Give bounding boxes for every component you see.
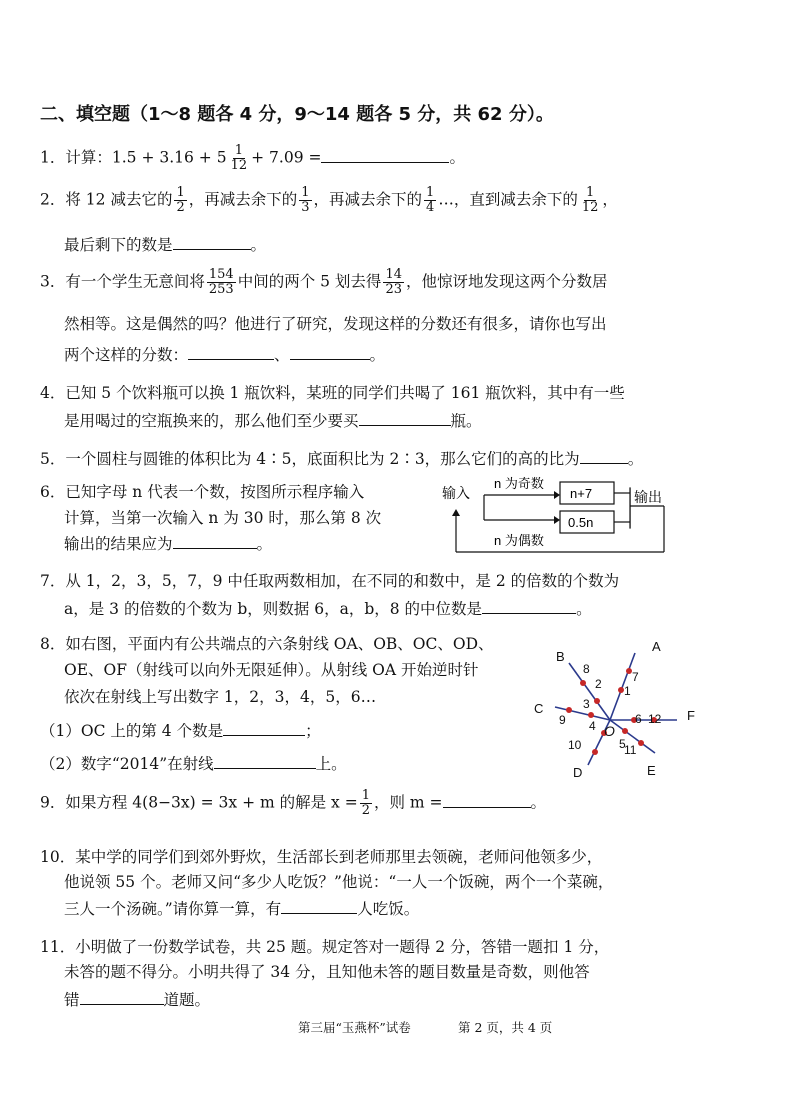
flow-odd-label: n 为奇数 bbox=[494, 476, 544, 491]
punctuation: 。 bbox=[530, 793, 547, 812]
question-number: 8． bbox=[40, 635, 66, 653]
question-number: 9． bbox=[40, 793, 66, 812]
q6-flowchart bbox=[412, 470, 672, 560]
q3-text: ，他惊讶地发现这两个分数居 bbox=[405, 272, 608, 291]
q2-text: ， bbox=[602, 190, 618, 209]
question-number: 1． bbox=[40, 148, 66, 167]
question-5 bbox=[40, 446, 643, 469]
fraction-denominator: 4 bbox=[426, 200, 435, 215]
footer-exam-title: 第三届“玉燕杯”试卷 bbox=[298, 1020, 411, 1035]
question-7 bbox=[40, 569, 619, 591]
question-number: 10． bbox=[40, 848, 76, 866]
question-6 bbox=[40, 480, 364, 502]
ray-OA bbox=[610, 653, 635, 720]
question-number: 2． bbox=[40, 190, 66, 209]
q11-text: 错 bbox=[64, 991, 80, 1009]
question-11-line-3 bbox=[64, 987, 210, 1010]
fraction-numerator: 154 bbox=[208, 267, 234, 282]
q6-text: 输出的结果应为 bbox=[64, 535, 173, 553]
ray-label-F: F bbox=[687, 708, 695, 723]
answer-blank-q8-2[interactable] bbox=[214, 751, 316, 769]
fraction-denominator: 3 bbox=[301, 200, 310, 215]
arrow-head bbox=[554, 491, 560, 499]
question-6-line-2: 计算，当第一次输入 n 为 30 时，那么第 8 次 bbox=[64, 509, 382, 527]
point-11 bbox=[638, 740, 644, 746]
q3-text: 两个这样的分数： bbox=[64, 346, 189, 364]
punctuation: 。 bbox=[250, 236, 267, 254]
q9-equation: 如果方程 4(8−3x) = 3x + m 的解是 x = bbox=[65, 793, 358, 812]
answer-blank-q9[interactable] bbox=[443, 790, 531, 808]
number-5: 5 bbox=[619, 737, 626, 751]
fraction-numerator: 1 bbox=[176, 185, 185, 200]
arrow-head bbox=[452, 509, 460, 516]
q10-text: 人吃饭。 bbox=[357, 900, 420, 918]
q5-text: 一个圆柱与圆锥的体积比为 4∶5，底面积比为 2∶3，那么它们的高的比为 bbox=[65, 450, 580, 468]
question-8-line-3: 依次在射线上写出数字 1，2，3，4，5，6… bbox=[64, 688, 377, 706]
q6-text: 已知字母 n 代表一个数，按图所示程序输入 bbox=[65, 483, 365, 501]
question-number: 5． bbox=[40, 450, 66, 468]
point-2 bbox=[594, 698, 600, 704]
question-number: 11． bbox=[40, 938, 76, 956]
q3-text: 有一个学生无意间将 bbox=[65, 272, 205, 291]
q8-text: 如右图，平面内有公共端点的六条射线 OA、OB、OC、OD、 bbox=[65, 635, 494, 653]
q3-fraction-1 bbox=[207, 268, 236, 297]
fraction-numerator: 1 bbox=[361, 788, 370, 803]
fraction-numerator: 1 bbox=[234, 143, 243, 158]
number-1: 1 bbox=[624, 684, 631, 698]
q2-text: 将 12 减去它的 bbox=[65, 190, 173, 209]
fraction-numerator: 14 bbox=[385, 267, 402, 282]
point-10 bbox=[592, 749, 598, 755]
punctuation: 。 bbox=[627, 450, 644, 468]
footer-page-number: 第 2 页，共 4 页 bbox=[458, 1020, 553, 1035]
number-3: 3 bbox=[583, 697, 590, 711]
number-9: 9 bbox=[559, 713, 566, 727]
question-6-line-3 bbox=[64, 531, 272, 554]
number-7: 7 bbox=[632, 670, 639, 684]
point-3 bbox=[588, 712, 594, 718]
question-2-line-2 bbox=[64, 232, 266, 255]
q2-fraction-2 bbox=[299, 186, 311, 215]
flow-box-even-text: 0.5n bbox=[568, 515, 594, 530]
punctuation: 。 bbox=[449, 148, 465, 167]
answer-blank-q3-b[interactable] bbox=[290, 342, 370, 360]
q2-text: …，直到减去余下的 bbox=[438, 190, 578, 209]
ray-label-D: D bbox=[573, 765, 583, 780]
q2-fraction-1 bbox=[174, 186, 186, 215]
fraction-denominator: 2 bbox=[176, 200, 185, 215]
q8-text: 上。 bbox=[315, 755, 347, 773]
question-4 bbox=[40, 381, 625, 403]
question-11-line-2: 未答的题不得分。小明共得了 34 分，且知他未答的题目数量是奇数，则他答 bbox=[64, 963, 590, 981]
fraction-denominator: 23 bbox=[385, 282, 402, 297]
question-8-line-2: OE、OF（射线可以向外无限延伸）。从射线 OA 开始逆时针 bbox=[64, 661, 479, 679]
answer-blank-q1[interactable] bbox=[321, 145, 449, 163]
question-4-line-2 bbox=[64, 408, 482, 431]
q2-fraction-3 bbox=[424, 186, 436, 215]
ray-label-E: E bbox=[647, 763, 656, 778]
answer-blank-q7[interactable] bbox=[482, 596, 576, 614]
punctuation: 。 bbox=[256, 535, 273, 553]
q9-fraction bbox=[360, 789, 372, 818]
number-8: 8 bbox=[583, 662, 590, 676]
point-8 bbox=[580, 680, 586, 686]
question-10-line-3 bbox=[64, 896, 419, 919]
number-10: 10 bbox=[568, 738, 582, 752]
ray-label-C: C bbox=[534, 701, 544, 716]
question-3-line-2: 然相等。这是偶然的吗？他进行了研究，发现这样的分数还有很多，请你也写出 bbox=[64, 315, 607, 333]
fraction-denominator: 12 bbox=[230, 158, 248, 173]
question-10 bbox=[40, 845, 602, 867]
number-6: 6 bbox=[635, 712, 642, 726]
question-7-line-2 bbox=[64, 596, 592, 619]
answer-blank-q3-a[interactable] bbox=[188, 342, 274, 360]
q4-text: 是用喝过的空瓶换来的，那么他们至少要买 bbox=[64, 412, 359, 430]
punctuation: 。 bbox=[576, 600, 592, 618]
ray-label-B: B bbox=[556, 649, 565, 664]
question-number: 3． bbox=[40, 272, 66, 291]
point-5 bbox=[622, 728, 628, 734]
answer-blank-q4[interactable] bbox=[359, 408, 451, 426]
q11-text: 道题。 bbox=[163, 991, 211, 1009]
q8-text: （2）数字“2014”在射线 bbox=[40, 755, 214, 773]
q10-text: 某中学的同学们到郊外野炊，生活部长到老师那里去领碗，老师问他领多少， bbox=[75, 848, 603, 866]
q4-text: 瓶。 bbox=[450, 412, 482, 430]
fraction-denominator: 2 bbox=[361, 803, 370, 818]
q2-text: ，再减去余下的 bbox=[188, 190, 298, 209]
question-10-line-2: 他说领 55 个。老师又问“多少人吃饭？”他说：“一人一个饭碗，两个一个菜碗， bbox=[64, 873, 614, 891]
question-3-line-3 bbox=[64, 342, 385, 365]
question-8-sub-2 bbox=[40, 751, 347, 774]
number-4: 4 bbox=[589, 719, 596, 733]
q8-text: （1）OC 上的第 4 个数是 bbox=[40, 722, 224, 740]
question-8-sub-1 bbox=[40, 718, 321, 741]
question-2 bbox=[40, 186, 618, 215]
q1-fraction bbox=[229, 144, 250, 173]
q10-text: 三人一个汤碗。”请你算一算，有 bbox=[64, 900, 282, 918]
q2-text: 最后剩下的数是 bbox=[64, 236, 173, 254]
number-11: 11 bbox=[624, 743, 637, 757]
ray-label-A: A bbox=[652, 639, 661, 654]
flow-input-label: 输入 bbox=[442, 485, 470, 501]
answer-blank-q10[interactable] bbox=[281, 896, 357, 914]
punctuation: 。 bbox=[369, 346, 386, 364]
answer-blank-q5[interactable] bbox=[580, 446, 628, 464]
q3-fraction-2 bbox=[383, 268, 404, 297]
question-number: 4． bbox=[40, 384, 66, 402]
question-8 bbox=[40, 632, 494, 654]
flow-box-odd-text: n+7 bbox=[570, 486, 593, 501]
q2-fraction-4 bbox=[580, 186, 601, 215]
section-title: 二、填空题（1～8 题各 4 分，9～14 题各 5 分，共 62 分）。 bbox=[40, 104, 554, 125]
flow-even-label: n 为偶数 bbox=[494, 533, 544, 548]
question-1 bbox=[40, 144, 465, 173]
answer-blank-q2[interactable] bbox=[173, 232, 251, 250]
q7-text: a，是 3 的倍数的个数为 b，则数据 6，a，b，8 的中位数是 bbox=[64, 600, 483, 618]
point-9 bbox=[566, 707, 572, 713]
fraction-numerator: 1 bbox=[426, 185, 435, 200]
q1-expression: 计算：1.5 + 3.16 + 5 bbox=[65, 148, 227, 167]
q4-text: 已知 5 个饮料瓶可以换 1 瓶饮料，某班的同学们共喝了 161 瓶饮料，其中有一些 bbox=[65, 384, 625, 402]
q7-text: 从 1，2，3，5，7，9 中任取两数相加，在不同的和数中，是 2 的倍数的个数为 bbox=[65, 572, 620, 590]
q9-text: ，则 m = bbox=[374, 793, 443, 812]
q1-expression-end: + 7.09 = bbox=[251, 148, 322, 167]
fraction-denominator: 12 bbox=[581, 200, 599, 215]
question-number: 7． bbox=[40, 572, 66, 590]
number-2: 2 bbox=[595, 677, 602, 691]
punctuation: ； bbox=[305, 722, 321, 740]
answer-blank-q11[interactable] bbox=[80, 987, 164, 1005]
fraction-denominator: 253 bbox=[208, 282, 234, 297]
separator: 、 bbox=[274, 346, 290, 364]
number-12: 12 bbox=[648, 712, 662, 726]
q3-text: 中间的两个 5 划去得 bbox=[237, 272, 382, 291]
question-9 bbox=[40, 789, 546, 818]
q11-text: 小明做了一份数学试卷，共 25 题。规定答对一题得 2 分，答错一题扣 1 分， bbox=[75, 938, 610, 956]
question-3 bbox=[40, 268, 608, 297]
question-number: 6． bbox=[40, 483, 66, 501]
center-label-O: O bbox=[604, 723, 615, 739]
fraction-numerator: 1 bbox=[301, 185, 310, 200]
arrow-head bbox=[554, 516, 560, 524]
fraction-numerator: 1 bbox=[585, 185, 595, 200]
q2-text: ，再减去余下的 bbox=[313, 190, 423, 209]
q8-ray-diagram bbox=[525, 635, 705, 785]
question-11 bbox=[40, 935, 609, 957]
answer-blank-q8-1[interactable] bbox=[223, 718, 305, 736]
answer-blank-q6[interactable] bbox=[173, 531, 257, 549]
flow-output-label: 输出 bbox=[634, 489, 662, 505]
